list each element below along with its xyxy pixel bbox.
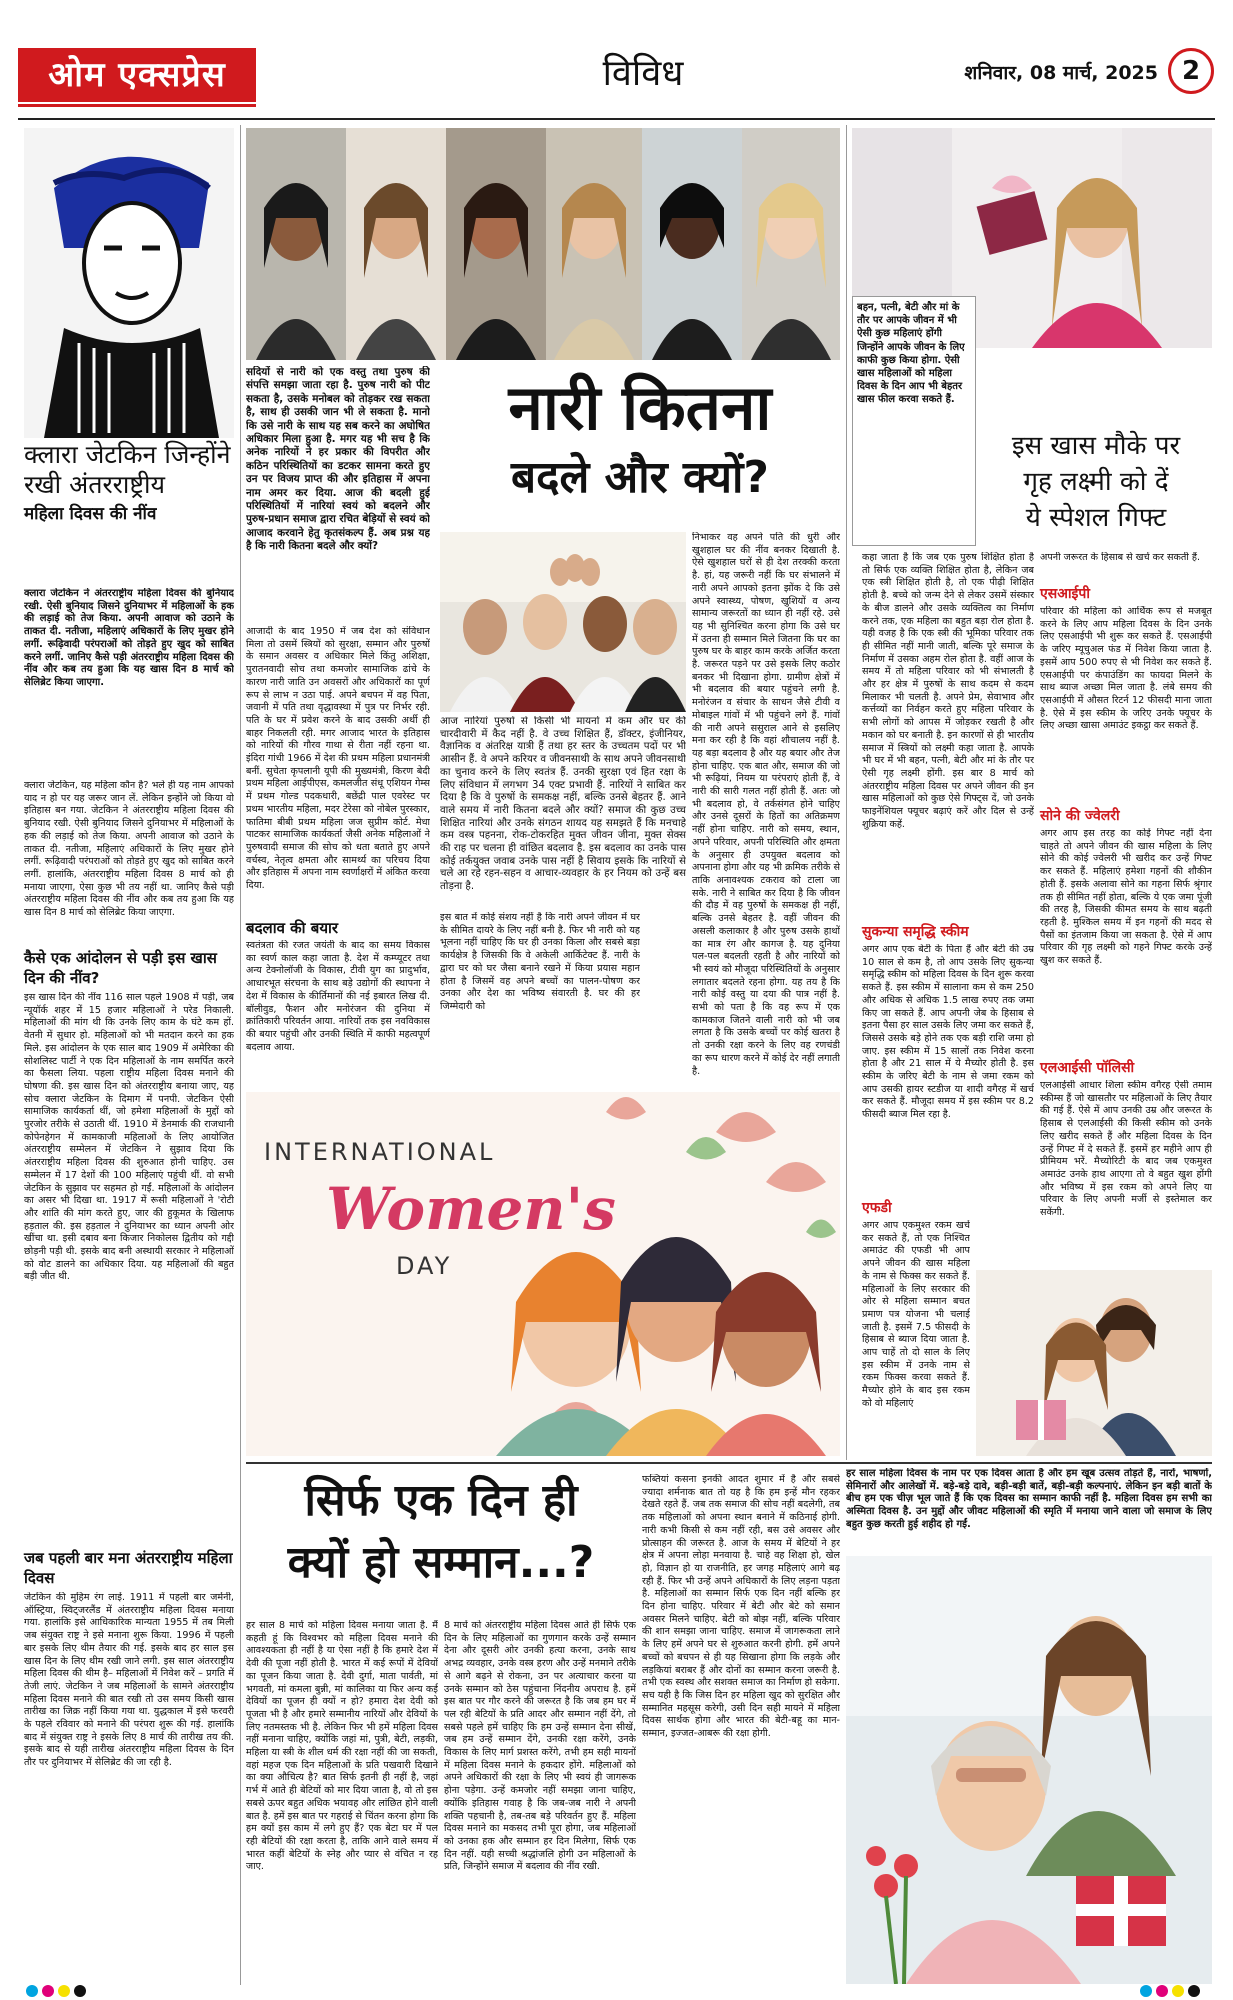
- bottom-section-rule: [246, 1462, 1212, 1464]
- clara-zetkin-body-1: क्लारा जेटकिन, यह महिला कौन है? भले ही यह नाम आपको याद न हो पर यह जरूर जान लें. लेकिन इन्होंने जो किया वो इतिहास बन गया. जेटकिन ने अंतरराष्ट्रीय महिला दिवस की बुनियाद रखी. ऐसी बुनियाद जिसने दुनियाभर में महिलाओं के हक की लड़ाई को तेज किया. अपनी आवाज को उठाने के ताकत दी. नतीजा, महिलाएं अधिकारों के लिए मुखर होने लगीं. रूढ़िवादी परंपराओं को तोड़ते हुए खुद को साबित करने लगीं. हालांकि, अंतरराष्ट्रीय महिला दिवस 8 मार्च को ही मनाया जाएगा, ऐसा कुछ भी तय नहीं था. जानिए कैसे पड़ी अंतरराष्ट्रीय महिला दिवस की नींव और कब तय हुआ कि यह खास दिन 8 मार्च को सेलिब्रेट किया जाएगा.: [24, 780, 234, 919]
- cyan-dot: [1140, 1985, 1152, 1997]
- headline-part-2: महिला दिवस की नींव: [24, 504, 157, 524]
- gift-col1-fd: अगर आप एकमुश्त रकम खर्च कर सकते हैं, तो एक निश्चित अमाउंट की एफडी भी आप अपने जीवन की खास महिला के नाम से फिक्स कर सकते हैं. महिलाओं के लिए सरकार की ओर से महिला सम्मान बचत प्रमाण पत्र योजना भी चलाई जाती है. इसमें 7.5 फीसदी के हिसाब से ब्याज दिया जाता है. आप चाहें तो दो साल के लिए इस स्कीम में उनके नाम से रकम फिक्स करवा सकते हैं. मैच्योर होने के बाद इस रकम को वो महिलाएं: [862, 1220, 970, 1409]
- couple-gift-photo: [976, 1270, 1212, 1456]
- gift-headline: [980, 428, 1212, 536]
- masthead: [18, 40, 1215, 112]
- nari-column-a: आजादी के बाद 1950 में जब देश को संविधान मिला तो उसमें स्त्रियों को सुरक्षा, सम्मान और पुरुषों के समान अवसर व अधिकार मिले किंतु अशिक्षा, पुरातनवादी सोच तथा कमजोर सामाजिक ढांचे के कारण नारी जाति उन अवसरों और अधिकारों का पूर्ण रूप से लाभ न उठा पाई. अपने बचपन में वह पिता, जवानी में पति तथा वृद्धावस्था में पुत्र पर निर्भर रही. पति के घर में प्रवेश करने के बाद उसकी अर्थी ही बाहर निकलती रही. मगर आजाद भारत के इतिहास को नारियों की गौरव गाथा से रीता नहीं रहना था. इंदिरा गांधी 1966 में देश की प्रथम महिला प्रधानमंत्री बनीं. सुचेता कृपलानी यूपी की मुख्यमंत्री, किरण बेदी प्रथम महिला आईपीएस, कमलजीत संधू एशियन गेम्स में प्रथम गोल्ड पदकधारी, बछेंद्री पाल एवरेस्ट पर प्रथम भारतीय महिला, मदर टेरेसा को नोबेल पुरस्कार, फातिमा बीबी प्रथम महिला जज सुप्रीम कोर्ट. मेधा पाटकर सामाजिक कार्यकर्ता जैसी अनेक महिलाओं ने पुरुषवादी समाज की सोच को धता बताते हुए अपने वर्चस्व, नेतृत्व क्षमता और सामर्थ्य का परिचय दिया और इतिहास में अपना नाम स्वर्णाक्षरों में अंकित करवा दिया.: [246, 626, 430, 892]
- nari-column-c: निभाकर वह अपने पति की धुरी और खुशहाल घर की नींव बनकर दिखाती है. ऐसे खुशहाल घरों से ही देश तरक्की करता है. हां, यह जरूरी नहीं कि घर संभालने में नारी अपने आपको इतना झोंक दे कि उसे अपने स्वास्थ्य, पोषण, खुशियों व अन्य सामान्य जरूरतों का ध्यान ही नहीं रहे. उसे यह भी सुनिश्चित करना होगा कि उसे घर में उतना ही सम्मान मिले जितना कि घर का पुरुष घर के बाहर काम करके अर्जित करता है. जरूरत पड़ने पर उसे इसके लिए कठोर बनकर भी दिखाना होगा. ग्रामीण क्षेत्रों में भी बदलाव की बयार पहुंचने लगी है. मनोरंजन व संचार के साधन जैसे टीवी व मोबाइल गांवों में भी पहुंचने लगे हैं. गांवों की नारी अपने ससुराल आने से इसलिए मना कर रही है कि वहां शौचालय नहीं है. यह बड़ा बदलाव है और यह बयार और तेज होना चाहिए. एक बात और, समाज की जो भी रूढ़ियां, नियम या परंपराएं होती हैं, वे नारी की सारी गलत नहीं होती हैं. अतः जो भी बदलाव हो, वे तर्कसंगत होने चाहिए और उनसे दूसरों के हितों का अतिक्रमण नहीं होना चाहिए. नारी को समय, स्थान, अपने परिवार, अपनी परिस्थिति और क्षमता के अनुसार ही उपयुक्त बदलाव को अपनाना होगा और यह भी क्रमिक तरीके से ताकि अनावश्यक टकराव को टाला जा सके. नारी ने साबित कर दिया है कि जीवन की दौड़ में वह पुरुषों के समकक्ष ही नहीं, बल्कि उनसे बेहतर है. वहीं जीवन की असली कलाकार है और पुरुष उसके हाथों का मात्र रंग और कागज है. यह दुनिया पल-पल बदलती रहती है और नारियों को भी स्वयं को मौजूदा परिस्थितियों के अनुसार लगातार बदलते रहना होगा. यह तय है कि नारी कोई वस्तु या दया की पात्र नहीं है. सभी को पता है कि वह रूप में एक कामकाज जितने वाली नारी को भी जब लगता है कि उसके बच्चों पर कोई खतरा है तो उनकी रक्षा करने के लिए वह रणचंडी का रूप धारण करने में कोई देर नहीं लगाती है.: [692, 532, 840, 1077]
- nari-headline: [440, 368, 840, 528]
- intl-label: INTERNATIONAL: [264, 1138, 496, 1166]
- nari-column-b: आज नारियां पुरुषों से किसी भी मायनों में कम और घर की चारदीवारी में कैद नहीं है. वे उच्च शिक्षित हैं, डॉक्टर, इंजीनियर, वैज्ञानिक व अंतरिक्ष यात्री हैं तथा हर स्तर के उच्चतम पदों पर भी आसीन हैं. वे अपने करियर व जीवनसाथी के साथ अपने जीवनसाथी का चुनाव करने के लिए स्वतंत्र हैं. उनकी सुरक्षा एवं हित रक्षा के लिए संविधान में लगभग 34 एक्ट प्रभावी हैं. नारियों ने साबित कर दिया है कि वे पुरुषों के समकक्ष नहीं, बल्कि उनसे बेहतर हैं. आने वाले समय में नारी कितना बदले और क्यों? समाज की कुछ उच्च शिक्षित नारियां और उनके संगठन शायद यह समझते हैं कि मनचाहे कम वस्त्र पहनना, रोक-टोकरहित मुक्त जीवन जीना, मुक्त सेक्स की राह पर चलना ही वांछित बदलाव है. इस बदलाव का उनके पास कोई तर्कयुक्त जवाब उनके पास नहीं है सिवाय इसके कि नारियों से चले आ रहे रहन-सहन व आचार-व्यवहार के हर नियम को उन्हें बस तोड़ना है.: [440, 716, 686, 893]
- clara-zetkin-body-3: जेटकिन की मुहिम रंग लाई. 1911 में पहली बार जर्मनी, ऑस्ट्रिया, स्विट्जरलैंड में अंतरराष्ट्रीय महिला दिवस मनाया गया. हालांकि इसे आधिकारिक मान्यता 1955 में तब मिली जब संयुक्त राष्ट्र ने इसे मनाना शुरू किया. 1996 में पहली बार इसके लिए थीम तैयार की गई. इसके बाद हर साल इस खास दिन के लिए थीम रखी जाने लगी. इस साल अंतरराष्ट्रीय महिला दिवस की थीम है– महिलाओं में निवेश करें – प्रगति में तेजी लाएं. जेटकिन ने जब महिलाओं के सामने अंतरराष्ट्रीय महिला दिवस मनाने की बात रखी तो उस समय किसी खास तारीख का जिक्र नहीं किया गया था. युद्धकाल में इसे फरवरी के पहले रविवार को मनाने की परंपरा शुरू की गई. हालांकि बाद में संयुक्त राष्ट्र ने इसके लिए 8 मार्च की तारीख तय की. इसके बाद से यही तारीख अंतरराष्ट्रीय महिला दिवस के दिन तौर पर दुनियाभर में सेलिब्रेट की जा रही है.: [24, 1592, 234, 1769]
- nari-column-b2: इस बात में कोई संशय नहीं है कि नारी अपने जीवन में घर के सीमित दायरे के लिए नहीं बनी है. फिर भी नारी को यह भूलना नहीं चाहिए कि घर ही उनका किला और सबसे बड़ा कार्यक्षेत्र है जिसकी कि वे अकेली आर्किटेक्ट हैं. नारी के द्वारा घर को घर जैसा बनाने रखने में किया प्रयास महान होता है जिसमें वह अपने बच्चों का पालन-पोषण कर उनका और देश का भविष्य संवारती है. घर की हर जिम्मेदारी को: [440, 912, 640, 1012]
- gift-sub-fd: एफडी: [862, 1200, 892, 1216]
- gift-col2-gold: अगर आप इस तरह का कोई गिफ्ट नहीं देना चाहते तो अपने जीवन की खास महिला के लिए सोने की कोई ज्वेलरी भी खरीद कर उन्हें गिफ्ट कर सकते हैं. महिलाएं हमेशा गहनों की शौकीन होती हैं. इसके अलावा सोने का गहना सिर्फ श्रृंगार तक ही सीमित नहीं होता, बल्कि ये एक जमा पूंजी की तरह है, जिसकी कीमत समय के साथ बढ़ती रहती है. मुश्किल समय में इन गहनों की मदद से पैसों का इंतजाम किया जा सकता है. ऐसे में आप परिवार की गृह लक्ष्मी को गहने गिफ्ट करके उन्हें खुश कर सकते हैं.: [1040, 828, 1212, 967]
- bottom-headline-line-1: सिर्फ एक दिन ही: [304, 1475, 578, 1526]
- newspaper-brand: ओम एक्सप्रेस: [18, 48, 256, 102]
- clara-zetkin-subhead-1: कैसे एक आंदोलन से पड़ी इस खास दिन की नींव?: [24, 949, 217, 987]
- yellow-dot: [1172, 1985, 1184, 1997]
- bottom-headline: [246, 1470, 636, 1616]
- print-registration-bar-right: [1140, 1984, 1220, 1998]
- gift-col1-sukanya: अगर आप एक बेटी के पिता हैं और बेटी की उम्र 10 साल से कम है, तो आप उसके लिए सुकन्या समृद्धि स्कीम को महिला दिवस के दिन शुरू करवा सकते हैं. इस स्कीम में सालाना कम से कम 250 और अधिक से अधिक 1.5 लाख रुपए तक जमा किए जा सकते हैं. आप अपनी जेब के हिसाब से इतना पैसा हर साल उसके लिए जमा कर सकते हैं, जिससे उसके बड़े होने तक एक बड़ी राशि जमा हो जाए. इस स्कीम में 15 सालों तक निवेश करना होता है और 21 साल में ये मैच्योर होती है. इस स्कीम के जरिए बेटी के नाम से जमा रकम को आप उसकी हायर स्टडीज या शादी वगैरह में खर्च कर सकते हैं. मौजूदा समय में इस स्कीम पर 8.2 फीसदी ब्याज मिल रहा है.: [862, 944, 1034, 1121]
- cyan-dot: [26, 1985, 38, 1997]
- gift-sub-lic: एलआईसी पॉलिसी: [1040, 1060, 1135, 1076]
- gift-col1-body: कहा जाता है कि जब एक पुरुष शिक्षित होता है तो सिर्फ एक व्यक्ति शिक्षित होता है, लेकिन जब एक स्त्री शिक्षित होती है, तो एक पीढ़ी शिक्षित होती है. बच्चे को जन्म देने से लेकर उसमें संस्कार के बीज डालने और उसके व्यक्तित्व का निर्माण करने तक, एक महिला का बहुत बड़ा रोल होता है. यही वजह है कि एक स्त्री की भूमिका परिवार तक ही सीमित नहीं मानी जाती, बल्कि पूरे समाज के निर्माण में उसका अहम रोल होता है. वहीं आज के समय में तो महिला परिवार को भी संभालती है और हर क्षेत्र में पुरुषों के साथ कदम से कदम मिलाकर भी चलती है. अपने प्रेम, सेवाभाव और कर्त्तव्यों का निर्वहन करते हुए महिला परिवार के सभी लोगों को आपस में जोड़कर रखती है और मकान को घर बनाती है. इन कारणों से ही भारतीय समाज में स्त्रियों को लक्ष्मी कहा जाता है. आपके भी घर में भी बहन, पत्नी, बेटी और मां के तौर पर ऐसी गृह लक्ष्मी होंगी. इस बार 8 मार्च को अंतरराष्ट्रीय महिला दिवस पर अपने जीवन की इन खास महिलाओं को कुछ ऐसे गिफ्ट्स दें, जो उनके फाइनेंशियल फ्यूचर बढ़ाएं करें और दिल से उन्हें शुक्रिया कहें.: [862, 552, 1034, 830]
- womens-label: Women's: [326, 1175, 616, 1243]
- bottom-headline-line-2: क्यों हो सम्मान...?: [287, 1537, 595, 1588]
- brand-underline: [18, 104, 256, 107]
- headline-part-1: क्लारा जेटकिन जिन्होंने रखी अंतरराष्ट्रीय: [24, 440, 231, 499]
- nari-headline-line-1: नारी कितना: [508, 371, 772, 444]
- magenta-dot: [1156, 1985, 1168, 1997]
- clara-zetkin-headline: [24, 440, 234, 526]
- gift-sub-gold: सोने की ज्वेलरी: [1040, 808, 1120, 824]
- womens-day-illustration: [246, 1092, 840, 1456]
- gift-col2-sip: परिवार की महिला को आर्थिक रूप से मजबूत करने के लिए आप महिला दिवस के दिन उनके लिए एसआईपी भी शुरू कर सकते हैं. एसआईपी के जरिए म्यूचुअल फंड में निवेश किया जाता है. इसमें आप 500 रुपए से भी निवेश कर सकते हैं. एसआईपी पर कंपाउंडिंग का फायदा मिलने के साथ ब्याज अच्छा मिल जाता है. लंबे समय की एसआईपी में औसत रिटर्न 12 फीसदी माना जाता है. ऐसे में इस स्कीम के जरिए उनके फ्यूचर के लिए अच्छा खासा अमाउंट इकट्ठा कर सकते हैं.: [1040, 606, 1212, 732]
- grandmother-family-photo: [846, 1556, 1212, 1984]
- nari-subhead-badlav: बदलाव की बयार: [246, 919, 339, 937]
- bottom-top-strip: हर साल महिला दिवस के नाम पर एक दिवस आता है और हम खूब उत्सव तोड़ते हैं, नारों, भाषणों, सेमिनारों और आलेखों में. बड़े-बड़े दावे, बड़ी-बड़ी बातें, बड़ी-बड़ी कल्पनाएं. लेकिन इन बड़ी बातों के बीच हम एक चीज़ भूल जाते हैं कि एक दिवस का सम्मान काफी नहीं है. महिला दिवस हम सभी का अस्मिता दिवस है. उन मुद्दों और जीवट महिलाओं की स्मृति में मनाया जाने वाला जो समाज के लिए बहुत कुछ करती हुई शहीद हो गईं.: [846, 1468, 1212, 1530]
- black-dot: [1188, 1985, 1200, 1997]
- gift-headline-line-2: गृह लक्ष्मी को दें: [1023, 467, 1169, 497]
- gift-callout-text: बहन, पत्नी, बेटी और मां के तौर पर आपके जीवन में भी ऐसी कुछ महिलाएं होंगी जिन्होंने आपके जीवन के लिए काफी कुछ किया होगा. ऐसी खास महिलाओं को महिला दिवस के दिन आप भी बेहतर खास फील करवा सकते हैं.: [857, 302, 965, 406]
- day-label: DAY: [396, 1252, 453, 1280]
- bottom-col-1: हर साल 8 मार्च को महिला दिवस मनाया जाता है. मैं कहती हूं कि विश्वभर को महिला दिवस मनाने की आवश्यकता ही नहीं है या ऐसा नहीं है कि हमारे देश में देवी की पूजा नहीं होती है. भारत में कई रूपों में देवियों का पूजन किया जाता है. देवी दुर्गा, माता पार्वती, मां भगवती, मां कमला बुन्नी, मां कालिका या फिर अन्य कई देवियों का पूजन ही क्यों न हो? हमारा देश देवी को पूजता भी है और हमारे सम्मानीय नारियों और देवियों के लिए नतमस्तक भी है. लेकिन फिर भी हमें महिला दिवस नहीं मनाना चाहिए, क्योंकि जहां मां, पुत्री, बेटी, लड़की, महिला या स्त्री के शील धर्म की रक्षा नहीं की जा सकती, वहां महज एक दिन महिलाओं के प्रति पखवारी दिखाने का क्या औचित्य है? बात सिर्फ इतनी ही नहीं है, जहां गर्भ में आते ही बेटियों को मार दिया जाता है, वो तो इस सबसे ऊपर बहुत अधिक भयावह और लांछित होने वाली बात है. हमें इस बात पर गहराई से चिंतन करना होगा कि हम क्यों इस काम में लगे हुए हैं? एक बेटा घर में पल रही बेटियों की रक्षा करता है, ताकि आने वाले समय में भारत कहीं बेटियों के स्नेह और प्यार से वंचित न रह जाए.: [246, 1620, 438, 1873]
- clara-zetkin-body-2: इस खास दिन की नींव 116 साल पहले 1908 में पड़ी, जब न्यूयॉर्क शहर में 15 हजार महिलाओं ने परेड निकाली. महिलाओं की मांग थी कि उनके लिए काम के घंटे कम हों. वेतनी में सुधार हो. महिलाओं को भी मतदान करने का हक मिले. इस आंदोलन के एक साल बाद 1909 में अमेरिका की सोशलिस्ट पार्टी ने एक दिन महिलाओं के नाम समर्पित करने का फैसला लिया. पहला राष्ट्रीय महिला दिवस मनाने की घोषणा की. इस खास दिन को अंतरराष्ट्रीय बनाया जाए, यह सोच क्लारा जेटकिन के दिमाग में पनपी. जेटकिन ऐसी सामाजिक कार्यकर्ता थीं, जो हमेशा महिलाओं के मुद्दों को पुरजोर तरीके से उठाती थीं. 1910 में डेनमार्क की राजधानी कोपेनहेगन में कामकाजी महिलाओं के लिए आयोजित अंतरराष्ट्रीय सम्मेलन में जेटकिन ने सुझाव दिया कि अंतरराष्ट्रीय महिला दिवस की शुरुआत होनी चाहिए. उस सम्मेलन में 17 देशों की 100 महिलाएं पहुंची थीं. वो सभी जेटकिन के सुझाव पर सहमत हो गईं. महिलाओं के आंदोलन का असर भी दिखा था. 1917 में रूसी महिलाओं ने 'रोटी और शांति की मांग करते हुए, जार की हुकूमत के खिलाफ हड़ताल की. इस हड़ताल ने दुनियाभर का ध्यान अपनी ओर खींचा था. इसी दबाव बना किजार निकोलस द्वितीय को गद्दी छोड़नी पड़ी थी. इसके बाद बनी अस्थायी सरकार ने महिलाओं को वोट डालने का अधिकार दिया. यह महिलाओं की बहुत बड़ी जीत थी.: [24, 992, 234, 1283]
- women-portraits-strip: [246, 128, 840, 360]
- gift-headline-line-1: इस खास मौके पर: [1011, 431, 1181, 461]
- clara-zetkin-subhead-2: जब पहली बार मना अंतरराष्ट्रीय महिला दिवस: [24, 1549, 233, 1587]
- issue-date: शनिवार, 08 मार्च, 2025: [964, 62, 1158, 84]
- column-divider-left: [240, 125, 241, 1985]
- gift-col2-lic: एलआईसी आधार शिला स्कीम वगैरह ऐसी तमाम स्कीम्स हैं जो खासतौर पर महिलाओं के लिए तैयार की गई हैं. ऐसे में आप उनकी उम्र और जरूरत के हिसाब से एलआईसी की किसी स्कीम को उनके लिए खरीद सकते हैं और महिला दिवस के दिन उन्हें गिफ्ट में दे सकते हैं. इसमें हर महीने आप ही प्रीमियम भरें. मैच्योरिटी के बाद जब एकमुश्त अमाउंट उनके हाथ आएगा तो वे बहुत खुश होंगी और भविष्य में इस रकम को अपने लिए या परिवार के लिए अपनी मर्जी से इस्तेमाल कर सकेंगी.: [1040, 1080, 1212, 1219]
- nari-column-a2: स्वतंत्रता की रजत जयंती के बाद का समय विकास का स्वर्ण काल कहा जाता है. देश में कम्प्यूटर तथा अन्य टेक्नोलॉजी के विकास, टीवी युग का प्रादुर्भाव, आधारभूत संरचना के साथ बड़े उद्योगों की स्थापना ने देश में विकास के कीर्तिमानों की नई इबारत लिख दी. बॉलीवुड, फैशन और मनोरंजन की दुनिया में क्रांतिकारी परिवर्तन आया. नारियों तक इस नवविकास की बयार पहुंची और उनकी स्थिति में काफी महत्वपूर्ण बदलाव आया.: [246, 940, 430, 1053]
- gift-sub-sukanya: सुकन्या समृद्धि स्कीम: [862, 924, 969, 940]
- nari-intro: सदियों से नारी को एक वस्तु तथा पुरुष की संपत्ति समझा जाता रहा है. पुरुष नारी को पीट सकता है, उसके मनोबल को तोड़कर रख सकता है, साथ ही उसकी जान भी ले सकता है. मानो कि उसे नारी के साथ यह सब करने का अघोषित अधिकार मिला हुआ है. मगर यह भी सच है कि अनेक नारियों ने हर प्रकार की विपरीत और कठिन परिस्थितियों का डटकर सामना करते हुए उन पर विजय प्राप्त की और इतिहास में अपना नाम अमर कर दिया. आज की बदली हुई परिस्थितियों में नारियां स्वयं को बदलने और पुरुष-प्रधान समाज द्वारा रचित बेड़ियों से स्वयं को आजाद करवाने हेतु कृतसंकल्प हैं. अब प्रश्न यह है कि नारी कितना बदले और क्यों?: [246, 366, 430, 553]
- gift-col2-intro: अपनी जरूरत के हिसाब से खर्च कर सकती हैं.: [1040, 552, 1201, 563]
- gift-sub-sip: एसआईपी: [1040, 586, 1090, 602]
- women-highfive-photo: [440, 532, 686, 712]
- masthead-rule: [18, 118, 1215, 120]
- magenta-dot: [42, 1985, 54, 1997]
- page-number: 2: [1168, 48, 1214, 94]
- gift-headline-line-3: ये स्पेशल गिफ्ट: [1025, 503, 1167, 533]
- column-divider-right: [846, 125, 847, 1460]
- print-registration-bar-left: [26, 1984, 136, 1998]
- bottom-col-2: 8 मार्च को अंतरराष्ट्रीय महिला दिवस आते ही सिर्फ एक दिन के लिए महिलाओं का गुणगान करके उन्हें सम्मान देना और दूसरी ओर उनकी हत्या करना, उनके साथ अभद्र व्यवहार, उनके वस्त्र हरण और उन्हें मनमाने तरीके से आगे बढ़ने से रोकना, उन पर अत्याचार करना या उनके सम्मान को ठेस पहुंचाना निंदनीय अपराध है. हमें इस बात पर गौर करने की जरूरत है कि जब हम घर में पल रही बेटियों के प्रति आदर और सम्मान नहीं देंगे, तो सबसे पहले हमें चाहिए कि हम उन्हें सम्मान देना सीखें, जब हम उन्हें सम्मान देंगे, उनकी रक्षा करेंगे, उनके विकास के लिए मार्ग प्रशस्त करेंगे, तभी हम सही मायनों में महिला दिवस मनाने के हकदार होंगे. महिलाओं को अपने अधिकारों की रक्षा के लिए भी स्वयं ही जागरूक होना पड़ेगा. उन्हें कमजोर नहीं समझा जाना चाहिए, क्योंकि इतिहास गवाह है कि जब-जब नारी ने अपनी शक्ति पहचानी है, तब-तब बड़े परिवर्तन हुए हैं. महिला दिवस मनाने का मकसद तभी पूरा होगा, जब महिलाओं को उनका हक और सम्मान हर दिन मिलेगा, सिर्फ एक दिन नहीं. यही सच्ची श्रद्धांजलि होगी उन महिलाओं के प्रति, जिन्होंने समाज में बदलाव की नींव रखी.: [444, 1620, 636, 1873]
- gift-callout-box: [852, 296, 976, 546]
- clara-zetkin-portrait: [24, 128, 234, 438]
- black-dot: [74, 1985, 86, 1997]
- yellow-dot: [58, 1985, 70, 1997]
- section-name: विविध: [602, 53, 684, 94]
- bottom-col-3: फब्तियां कसना इनकी आदत शुमार में है और सबसे ज्यादा शर्मनाक बात तो यह है कि हम इन्हें मौन रहकर देखते रहते हैं. जब तक समाज की सोच नहीं बदलेगी, तब तक महिलाओं को अपना स्थान बनाने में कठिनाई होगी. नारी कभी किसी से कम नहीं रही, बस उसे अवसर और प्रोत्साहन की जरूरत है. आज के समय में बेटियों ने हर क्षेत्र में अपना लोहा मनवाया है. चाहे वह शिक्षा हो, खेल हो, विज्ञान हो या राजनीति, हर जगह महिलाएं आगे बढ़ रही हैं. फिर भी उन्हें अपने अधिकारों के लिए लड़ना पड़ता है. महिलाओं का सम्मान सिर्फ एक दिन नहीं बल्कि हर दिन होना चाहिए. परिवार में बेटी और बेटे को समान अवसर मिलने चाहिए. बेटी को बोझ नहीं, बल्कि परिवार की शान समझा जाना चाहिए. समाज में जागरूकता लाने के लिए हमें अपने घर से शुरुआत करनी होगी. हमें अपने बच्चों को बचपन से ही यह सिखाना होगा कि लड़के और लड़कियां बराबर हैं और दोनों का सम्मान करना जरूरी है. तभी एक स्वस्थ और सशक्त समाज का निर्माण हो सकेगा. सच यही है कि जिस दिन हर महिला खुद को सुरक्षित और सम्मानित महसूस करेगी, उसी दिन सही मायने में महिला दिवस सार्थक होगा और भारत की बेटी-बहू का मान-सम्मान, इज्जत-आबरू की रक्षा होगी.: [642, 1474, 840, 1740]
- clara-zetkin-lead: क्लारा जेटकिन ने अंतरराष्ट्रीय महिला दिवस की बुनियाद रखी. ऐसी बुनियाद जिसने दुनियाभर में महिलाओं के हक की लड़ाई को तेज किया. अपनी आवाज को उठाने के ताकत दी. नतीजा, महिलाएं अधिकारों के लिए मुखर होने लगीं. रूढ़िवादी परंपराओं को तोड़ते हुए खुद को साबित करने लगीं. जानिए कैसे पड़ी अंतरराष्ट्रीय महिला दिवस की नींव और कब तय हुआ कि यह खास दिन 8 मार्च को सेलिब्रेट किया जाएगा.: [24, 588, 234, 688]
- nari-headline-line-2: बदले और क्यों?: [511, 452, 769, 503]
